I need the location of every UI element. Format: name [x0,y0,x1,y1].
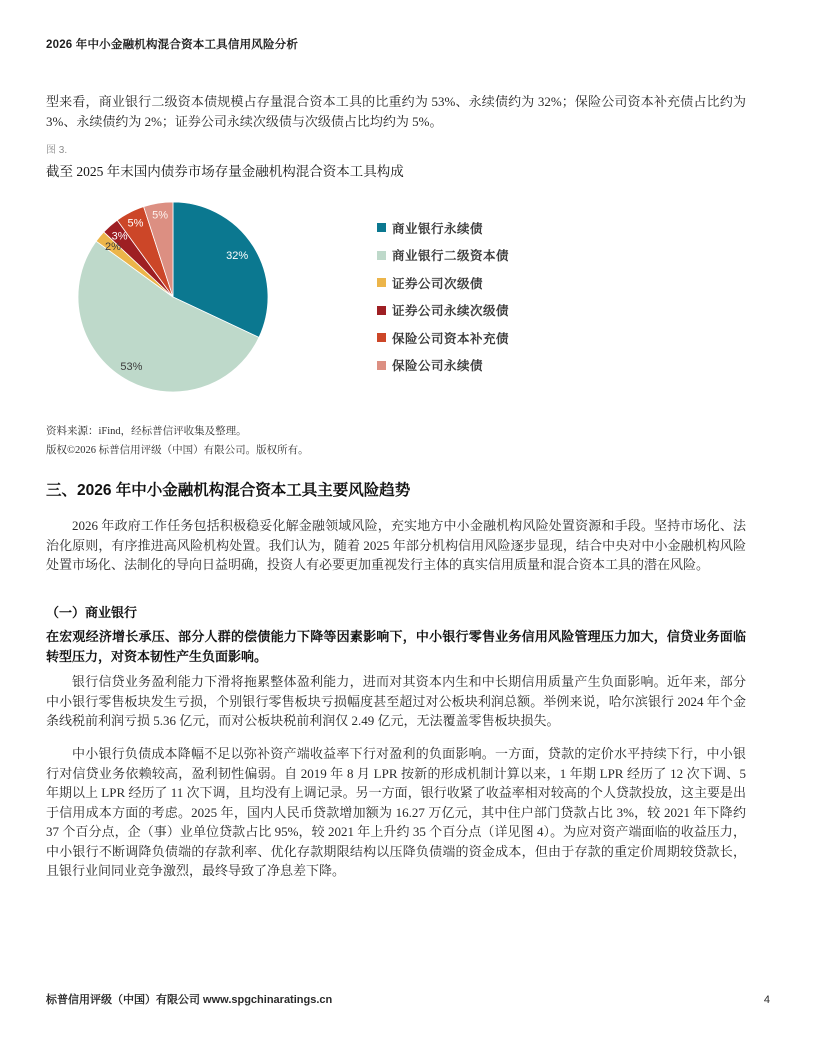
legend-label: 保险公司永续债 [392,359,484,374]
intro-paragraph: 型来看，商业银行二级资本债规模占存量混合资本工具的比重约为 53%、永续债约为 32%；保险公司资本补充债占比约为 3%、永续债约为 2%；证券公司永续次级债与次级债占比均约为 5%。 [46,94,746,129]
legend-swatch-icon [377,251,386,260]
legend-item [377,214,509,242]
legend-item [377,269,509,297]
pie-svg [78,202,268,392]
pie-data-label: 53% [120,361,143,374]
legend-swatch-icon [377,333,386,342]
pie-data-label: 2% [105,241,121,254]
subsection-paragraph-2: 中小银行负债成本降幅不足以弥补资产端收益率下行对盈利的负面影响。一方面，贷款的定价水平持续下行，中小银行对信贷业务依赖较高，盈利韧性偏弱。自 2019 年 8 月 LPR 按新的形成机制计算以来，1 年期 LPR 经历了 12 次下调、5 年期以上 LPR 经历了 11 次下调，且均没有上调记录。另一方面，银行收紧了收益率相对较高的个人贷款投放，这主要是出于信用成本方面的考虑。2025 年，国内人民币贷款增加额为 16.27 万亿元，其中住户部门贷款占比 3%，较 2021 年下降约 37 个百分点，企（事）业单位贷款占比 95%，较 2021 年上升约 35 个百分点（详见图 4）。为应对资产端面临的收益压力，中小银行不断调降负债端的存款利率、优化存款期限结构以压降负债端的资金成本，但由于存款的重定价周期较贷款长，且银行业间同业竞争激烈，最终导致了净息差下降。 [46,746,746,878]
legend-label: 证券公司次级债 [392,276,484,291]
pie-chart [46,192,746,424]
legend-item [377,297,509,325]
subsection-lead-paragraph: 在宏观经济增长承压、部分人群的偿债能力下降等因素影响下，中小银行零售业务信用风险管理压力加大，信贷业务面临转型压力，对资本韧性产生负面影响。 [46,629,746,664]
pie-data-label: 5% [152,209,169,222]
subsection-paragraph-1: 银行信贷业务盈利能力下滑将拖累整体盈利能力，进而对其资本内生和中长期信用质量产生负面影响。近年来，部分中小银行零售板块发生亏损，个别银行零售板块亏损幅度甚至超过对公板块利润总额。举例来说，哈尔滨银行 2024 年个金条线税前利润亏损 5.36 亿元，而对公板块税前利润仅 2.49 亿元，无法覆盖零售板块损失。 [46,674,746,728]
legend-item [377,242,509,270]
legend-label: 商业银行二级资本债 [392,249,510,264]
footer-company-url: 标普信用评级（中国）有限公司 www.spgchinaratings.cn [46,994,333,1006]
legend-label: 证券公司永续次级债 [392,304,510,319]
footer-page-number: 4 [763,994,770,1006]
legend-item [377,352,509,380]
legend-swatch-icon [377,223,386,232]
chart-legend [377,214,509,379]
section-heading: 三、2026 年中小金融机构混合资本工具主要风险趋势 [46,482,411,499]
pie-data-label: 5% [127,217,144,230]
section-paragraph: 2026 年政府工作任务包括积极稳妥化解金融领域风险，充实地方中小金融机构风险处置资源和手段。坚持市场化、法治化原则，有序推进高风险机构处置。我们认为，随着 2025 年部分机构信用风险逐步显现，结合中央对中小金融机构风险处置市场化、法制化的导向日益明确，投资人有必要更加重视发行主体的真实信用质量和混合资本工具的潜在风险。 [46,518,746,572]
figure-copyright-note: 版权©2026 标普信用评级（中国）有限公司。版权所有。 [46,445,309,456]
figure-title: 截至 2025 年末国内债券市场存量金融机构混合资本工具构成 [46,164,404,179]
legend-item [377,324,509,352]
pie-data-label: 32% [226,250,249,263]
pie-plot-area [78,202,268,397]
figure-source-note: 资料来源：iFind，经标普信评收集及整理。 [46,426,247,437]
page-footer [46,991,770,1007]
legend-swatch-icon [377,361,386,370]
legend-label: 保险公司资本补充债 [392,331,510,346]
page-header-title: 2026 年中小金融机构混合资本工具信用风险分析 [46,39,299,51]
subsection-heading: （一）商业银行 [46,605,138,620]
legend-swatch-icon [377,278,386,287]
figure-label: 图 3. [46,145,68,156]
legend-swatch-icon [377,306,386,315]
legend-label: 商业银行永续债 [392,221,484,236]
pie-data-label: 3% [111,230,128,243]
